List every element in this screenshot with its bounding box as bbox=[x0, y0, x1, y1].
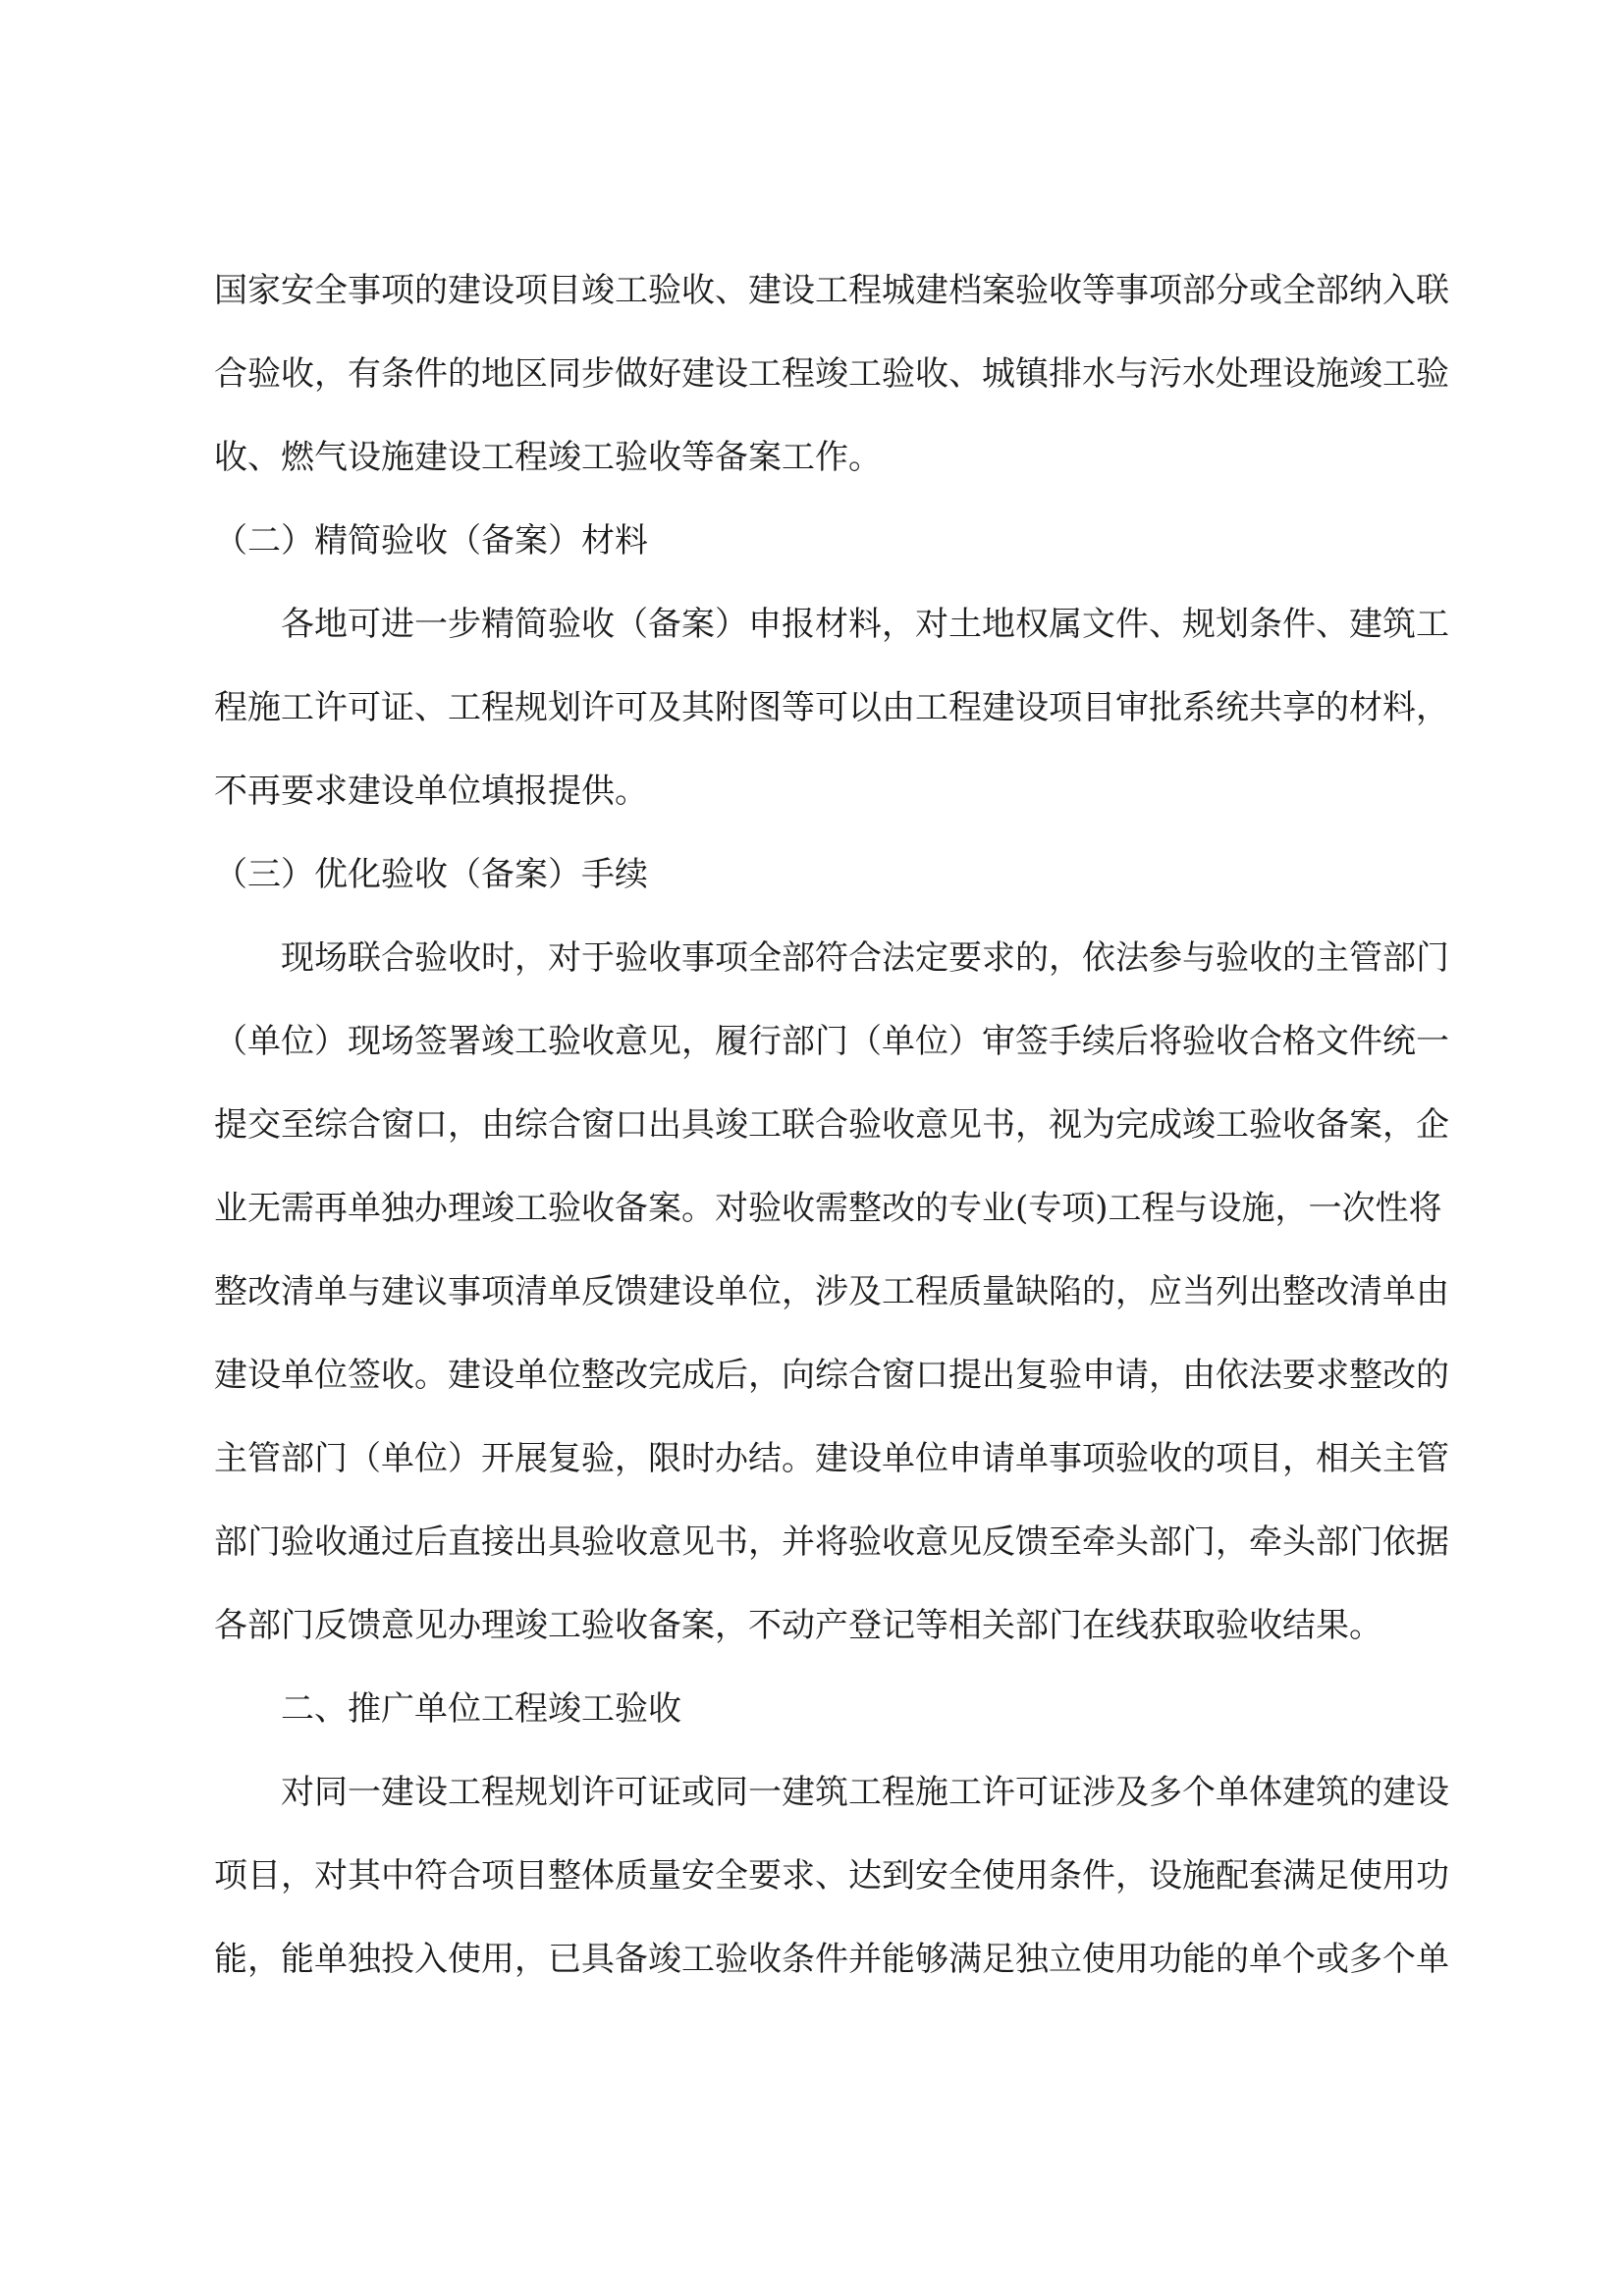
paragraph-line: （单位）现场签署竣工验收意见，履行部门（单位）审签手续后将验收合格文件统一 bbox=[214, 1022, 1449, 1061]
paragraph-line: 业无需再单独办理竣工验收备案。对验收需整改的专业(专项)工程与设施，一次性将 bbox=[214, 1189, 1442, 1228]
paragraph-line: 国家安全事项的建设项目竣工验收、建设工程城建档案验收等事项部分或全部纳入联 bbox=[214, 271, 1449, 310]
paragraph-line: 主管部门（单位）开展复验，限时办结。建设单位申请单事项验收的项目，相关主管 bbox=[214, 1439, 1449, 1478]
paragraph-line: 各地可进一步精简验收（备案）申报材料，对土地权属文件、规划条件、建筑工 bbox=[281, 605, 1449, 644]
paragraph-line: 提交至综合窗口，由综合窗口出具竣工联合验收意见书，视为完成竣工验收备案，企 bbox=[214, 1105, 1449, 1145]
paragraph-line: 建设单位签收。建设单位整改完成后，向综合窗口提出复验申请，由依法要求整改的 bbox=[214, 1356, 1449, 1395]
paragraph-line: 程施工许可证、工程规划许可及其附图等可以由工程建设项目审批系统共享的材料， bbox=[214, 688, 1449, 727]
paragraph-line: 能，能单独投入使用，已具备竣工验收条件并能够满足独立使用功能的单个或多个单 bbox=[214, 1940, 1449, 1979]
paragraph-line: 现场联合验收时，对于验收事项全部符合法定要求的，依法参与验收的主管部门 bbox=[281, 938, 1449, 978]
section-heading: （三）优化验收（备案）手续 bbox=[214, 855, 648, 894]
paragraph-line: 各部门反馈意见办理竣工验收备案，不动产登记等相关部门在线获取验收结果。 bbox=[214, 1606, 1382, 1645]
paragraph-line: 不再要求建设单位填报提供。 bbox=[214, 772, 648, 811]
paragraph-line: 合验收，有条件的地区同步做好建设工程竣工验收、城镇排水与污水处理设施竣工验 bbox=[214, 354, 1449, 394]
paragraph-line: 部门验收通过后直接出具验收意见书，并将验收意见反馈至牵头部门，牵头部门依据 bbox=[214, 1522, 1449, 1562]
paragraph-line: 整改清单与建议事项清单反馈建设单位，涉及工程质量缺陷的，应当列出整改清单由 bbox=[214, 1272, 1449, 1311]
section-heading: （二）精简验收（备案）材料 bbox=[214, 521, 648, 561]
paragraph-line: 收、燃气设施建设工程竣工验收等备案工作。 bbox=[214, 438, 882, 477]
paragraph-line: 项目，对其中符合项目整体质量安全要求、达到安全使用条件，设施配套满足使用功 bbox=[214, 1856, 1449, 1896]
paragraph-line: 对同一建设工程规划许可证或同一建筑工程施工许可证涉及多个单体建筑的建设 bbox=[281, 1773, 1449, 1812]
section-heading: 二、推广单位工程竣工验收 bbox=[281, 1689, 681, 1729]
